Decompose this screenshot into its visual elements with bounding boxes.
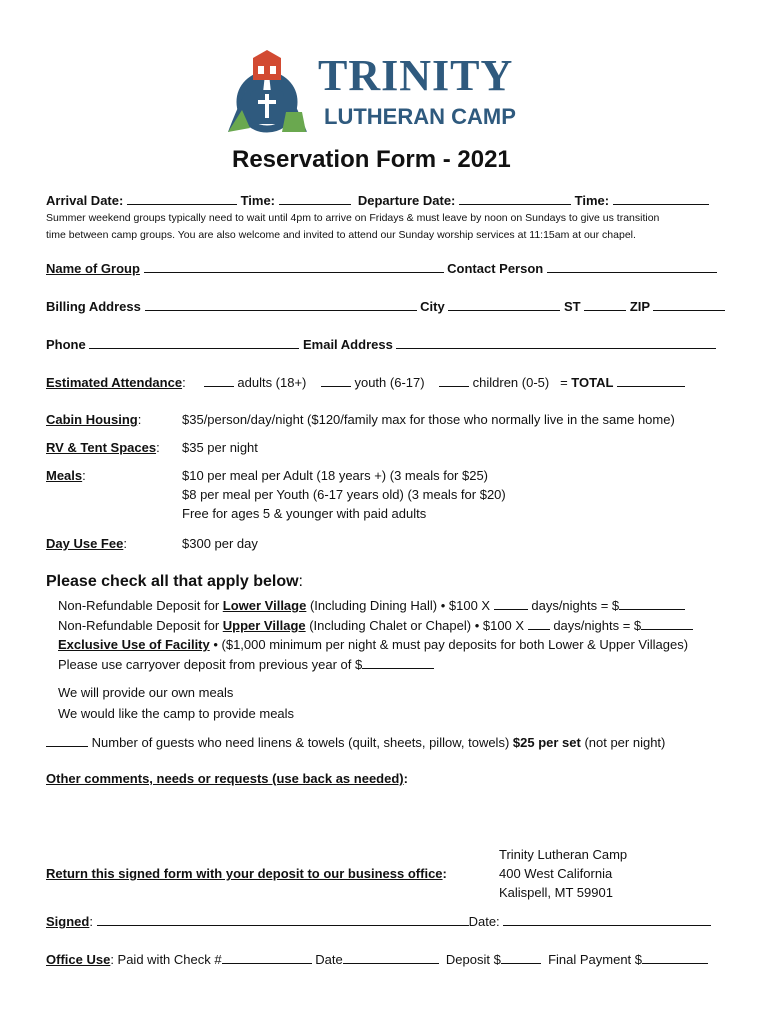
children-label: children (0-5) — [472, 375, 550, 390]
rv-label: RV & Tent Spaces — [46, 440, 157, 455]
phone-row — [46, 336, 716, 352]
total-field[interactable] — [617, 374, 685, 387]
billing-address-field[interactable] — [145, 298, 417, 311]
departure-date-label: Departure Date: — [357, 193, 456, 208]
linens-count-field[interactable] — [46, 734, 88, 747]
day-use-label: Day Use Fee — [46, 536, 124, 551]
time1-label: Time: — [240, 193, 275, 208]
upper-pre: Non-Refundable Deposit for — [58, 618, 223, 633]
cabin-row — [46, 412, 141, 427]
adults-label: adults (18+) — [237, 375, 307, 390]
meals-label: Meals — [46, 468, 83, 483]
departure-date-field[interactable] — [459, 192, 571, 205]
carryover-field[interactable] — [362, 656, 434, 669]
cabin-colon: : — [137, 412, 142, 427]
logo-subtitle: LUTHERAN CAMP — [324, 104, 516, 129]
billing-address-label: Billing Address — [46, 299, 141, 314]
lower-amount-field[interactable] — [619, 597, 685, 610]
deposit-label: Deposit $ — [445, 952, 501, 967]
return-colon: : — [442, 866, 447, 881]
meals-colon: : — [82, 468, 86, 483]
phone-field[interactable] — [89, 336, 299, 349]
meals-line-1: $10 per meal per Adult (18 years +) (3 meals for $25) — [182, 468, 489, 483]
office-date-label: Date — [315, 952, 343, 967]
youth-label: youth (6-17) — [354, 375, 425, 390]
camp-logo — [220, 50, 556, 138]
group-name-label: Name of Group — [46, 261, 140, 276]
office-use-label: Office Use — [46, 952, 111, 967]
return-label: Return this signed form with your deposit to our business office — [46, 866, 443, 881]
paid-check-label: : Paid with Check # — [110, 952, 222, 967]
comments-row — [46, 771, 408, 786]
upper-village-link: Upper Village — [222, 618, 306, 633]
st-label: ST — [563, 299, 581, 314]
signature-field[interactable] — [97, 913, 469, 926]
final-payment-field[interactable] — [642, 951, 708, 964]
lower-pre: Non-Refundable Deposit for — [58, 598, 223, 613]
rv-value: $35 per night — [182, 440, 258, 455]
page-title: Reservation Form - 2021 — [232, 146, 511, 173]
upper-days-label: days/nights = $ — [553, 618, 642, 633]
return-row — [46, 866, 447, 881]
city-label: City — [420, 299, 445, 314]
sign-date-field[interactable] — [503, 913, 711, 926]
sign-date-label: Date: — [468, 914, 500, 929]
day-use-colon: : — [123, 536, 127, 551]
upper-amount-field[interactable] — [641, 617, 693, 630]
logo-title: TRINITY — [318, 51, 514, 100]
linens-row — [46, 734, 665, 750]
trinity-emblem-icon — [220, 50, 315, 138]
youth-field[interactable] — [321, 374, 351, 387]
address-line-3: Kalispell, MT 59901 — [499, 885, 613, 900]
notice-line-2: time between camp groups. You are also welcome and invited to attend our Sunday worship services at 11:15am at our chapel. — [46, 229, 636, 241]
linens-pre: Number of guests who need linens & towels (quilt, sheets, pillow, towels) — [91, 735, 513, 750]
attendance-colon: : — [182, 375, 186, 390]
upper-village-option[interactable] — [58, 617, 693, 633]
exclusive-post: • ($1,000 minimum per night & must pay deposits for both Lower & Upper Villages) — [209, 637, 689, 652]
cabin-label: Cabin Housing — [46, 412, 138, 427]
arrival-time-field[interactable] — [279, 192, 351, 205]
group-name-field[interactable] — [144, 260, 444, 273]
day-use-row — [46, 536, 127, 551]
meals-row — [46, 468, 86, 483]
phone-label: Phone — [46, 337, 86, 352]
contact-person-label: Contact Person — [447, 261, 544, 276]
equals-sign: = — [560, 375, 568, 390]
billing-row — [46, 298, 725, 314]
group-row — [46, 260, 717, 276]
arrival-date-label: Arrival Date: — [46, 193, 124, 208]
attendance-row — [46, 374, 685, 390]
checks-heading-row — [46, 573, 303, 591]
lower-days-field[interactable] — [494, 597, 528, 610]
office-date-field[interactable] — [343, 951, 439, 964]
lower-days-label: days/nights = $ — [531, 598, 620, 613]
lower-village-link: Lower Village — [222, 598, 307, 613]
address-line-1: Trinity Lutheran Camp — [499, 847, 628, 862]
office-use-row — [46, 951, 708, 967]
city-field[interactable] — [448, 298, 560, 311]
own-meals-option[interactable]: We will provide our own meals — [58, 685, 234, 700]
linens-price: $25 per set — [512, 735, 581, 750]
total-label: TOTAL — [571, 375, 614, 390]
zip-label: ZIP — [629, 299, 650, 314]
rv-colon: : — [156, 440, 160, 455]
linens-post: (not per night) — [580, 735, 666, 750]
check-number-field[interactable] — [222, 951, 312, 964]
children-field[interactable] — [439, 374, 469, 387]
adults-field[interactable] — [204, 374, 234, 387]
carryover-option[interactable] — [58, 656, 434, 672]
attendance-label: Estimated Attendance — [46, 375, 183, 390]
signed-row — [46, 913, 711, 929]
day-use-value: $300 per day — [182, 536, 258, 551]
arrival-date-field[interactable] — [127, 192, 237, 205]
dates-row — [46, 192, 709, 208]
time2-label: Time: — [574, 193, 610, 208]
meals-line-2: $8 per meal per Youth (6-17 years old) (3 meals for $20) — [182, 487, 506, 502]
signed-label: Signed — [46, 914, 90, 929]
signed-colon: : — [89, 914, 93, 929]
email-field[interactable] — [396, 336, 716, 349]
exclusive-use-link: Exclusive Use of Facility — [58, 637, 210, 652]
notice-line-1: Summer weekend groups typically need to wait until 4pm to arrive on Fridays & must leave by noon on Sundays to give us transition — [46, 212, 660, 224]
deposit-field[interactable] — [501, 951, 541, 964]
upper-days-field[interactable] — [528, 617, 550, 630]
st-field[interactable] — [584, 298, 626, 311]
comments-colon: : — [403, 771, 408, 786]
upper-post: (Including Chalet or Chapel) • $100 X — [305, 618, 525, 633]
lower-village-option[interactable] — [58, 597, 685, 613]
rv-row — [46, 440, 160, 455]
comments-area[interactable] — [46, 792, 726, 842]
comments-label: Other comments, needs or requests (use back as needed) — [46, 771, 404, 786]
zip-field[interactable] — [653, 298, 725, 311]
carryover-label: Please use carryover deposit from previous year of $ — [58, 657, 363, 672]
meals-line-3: Free for ages 5 & younger with paid adults — [182, 506, 427, 521]
final-payment-label: Final Payment $ — [548, 952, 643, 967]
contact-person-field[interactable] — [547, 260, 717, 273]
checks-heading: Please check all that apply below — [46, 573, 299, 590]
checks-heading-colon: : — [298, 573, 303, 590]
cabin-value: $35/person/day/night ($120/family max for those who normally live in the same home) — [182, 412, 675, 427]
address-line-2: 400 West California — [499, 866, 613, 881]
camp-meals-option[interactable]: We would like the camp to provide meals — [58, 706, 295, 721]
exclusive-use-option[interactable] — [58, 637, 688, 652]
departure-time-field[interactable] — [613, 192, 709, 205]
email-label: Email Address — [302, 337, 393, 352]
lower-post: (Including Dining Hall) • $100 X — [306, 598, 491, 613]
